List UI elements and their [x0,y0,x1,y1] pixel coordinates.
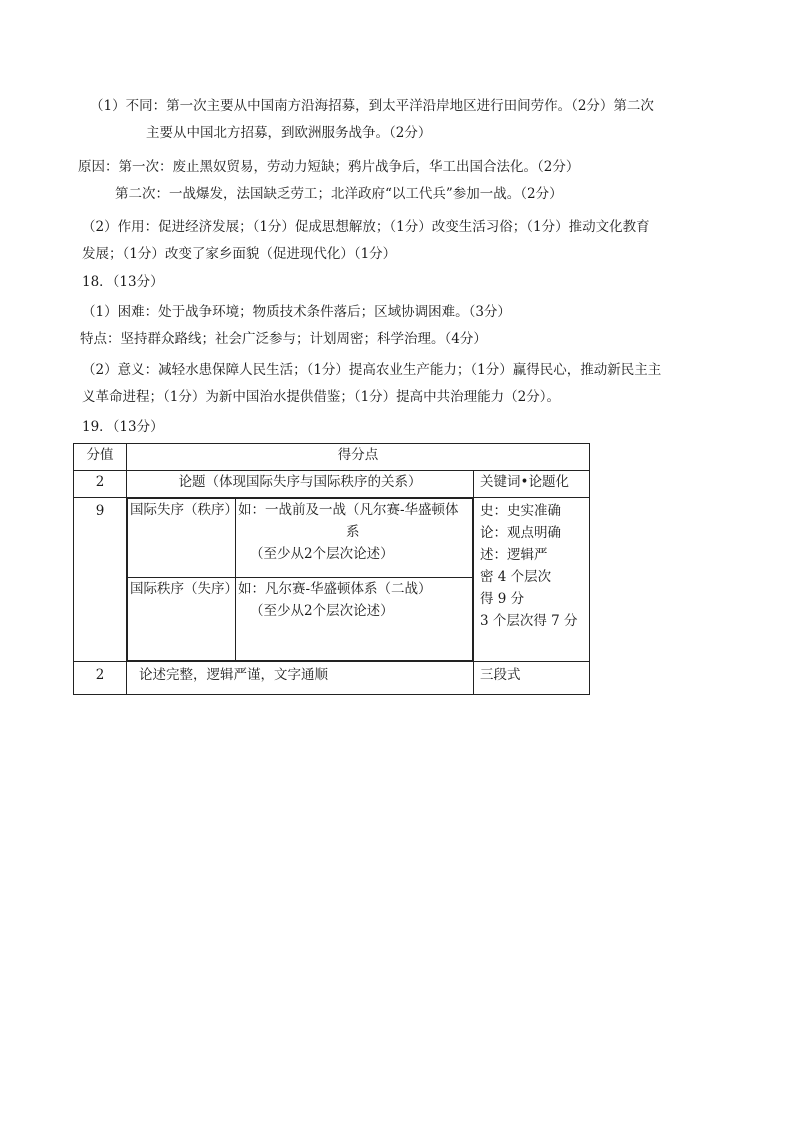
table-row-writing [74,662,590,695]
row2-sub1-line2: 系 [346,524,360,540]
row2-sub1-line3: （至少从2个层次论述） [250,546,394,562]
row2-key-line1: 史：史实准确 [480,503,561,519]
row2-sub1-text [236,499,473,578]
header-score: 分值 [74,444,127,471]
row2-points [127,498,474,662]
q17-part2-line2: 发展；（1分）改变了家乡面貌（促进现代化）（1分） [82,246,397,262]
row2-key-line3: 述：逻辑严 [480,547,548,563]
row2-sub1-label: 国际失序（秩序） [128,499,236,578]
row3-points: 论述完整，逻辑严谨，文字通顺 [127,662,474,695]
q17-part2-line1: （2）作用：促进经济发展；（1分）促成思想解放；（1分）改变生活习俗；（1分）推动文化教育 [82,219,650,235]
row1-points: 论题（体现国际失序与国际秩序的关系） [127,471,474,498]
row2-sub2 [128,578,473,661]
q17-reason-line2: 第二次：一战爆发，法国缺乏劳工；北洋政府“以工代兵”参加一战。（2分） [115,186,563,202]
q17-part1-line2: 主要从中国北方招募，到欧洲服务战争。（2分） [146,125,432,141]
row2-sub1-line1: 如：一战前及一战（凡尔赛-华盛顿体 [238,502,459,518]
row2-sub1 [128,499,473,578]
q18-features: 特点：坚持群众路线；社会广泛参与；计划周密；科学治理。（4分） [80,331,487,347]
row1-score: 2 [74,471,127,498]
q17-part1-line1: （1）不同：第一次主要从中国南方沿海招募，到太平洋沿岸地区进行田间劳作。（2分）第二次 [90,98,654,114]
q18-heading: 18．（13分） [82,274,164,290]
row2-sub2-label: 国际秩序（失序） [128,578,236,661]
q18-part1: （1）困难：处于战争环境；物质技术条件落后；区域协调困难。（3分） [82,304,511,320]
row2-subtable [127,498,473,661]
row2-key-line2: 论：观点明确 [480,525,561,541]
row2-key [474,498,590,662]
table-row-argument [74,498,590,662]
row2-key-line4: 密 4 个层次 [480,569,552,585]
row2-sub2-line2: （至少从2个层次论述） [250,603,394,619]
row3-score: 2 [74,662,127,695]
q18-part2-line2: 义革命进程；（1分）为新中国治水提供借鉴；（1分）提高中共治理能力（2分）。 [82,389,561,405]
row2-sub2-text [236,578,473,661]
row2-key-line6: 3 个层次得 7 分 [480,613,578,629]
row1-key: 关键词•论题化 [474,471,590,498]
row3-key: 三段式 [474,662,590,695]
row2-score: 9 [74,498,127,662]
scoring-table [73,443,590,695]
q17-reason-line1: 原因：第一次：废止黑奴贸易，劳动力短缺；鸦片战争后，华工出国合法化。（2分） [78,159,580,175]
table-row-topic [74,471,590,498]
q18-part2-line1: （2）意义：减轻水患保障人民生活；（1分）提高农业生产能力；（1分）赢得民心，推动新民主主 [82,362,662,378]
row2-sub2-line1: 如：凡尔赛-华盛顿体系（二战） [238,581,432,597]
header-points: 得分点 [127,444,590,471]
row2-key-line5: 得 9 分 [480,591,525,607]
table-header-row [74,444,590,471]
q19-heading: 19．（13分） [82,419,164,435]
